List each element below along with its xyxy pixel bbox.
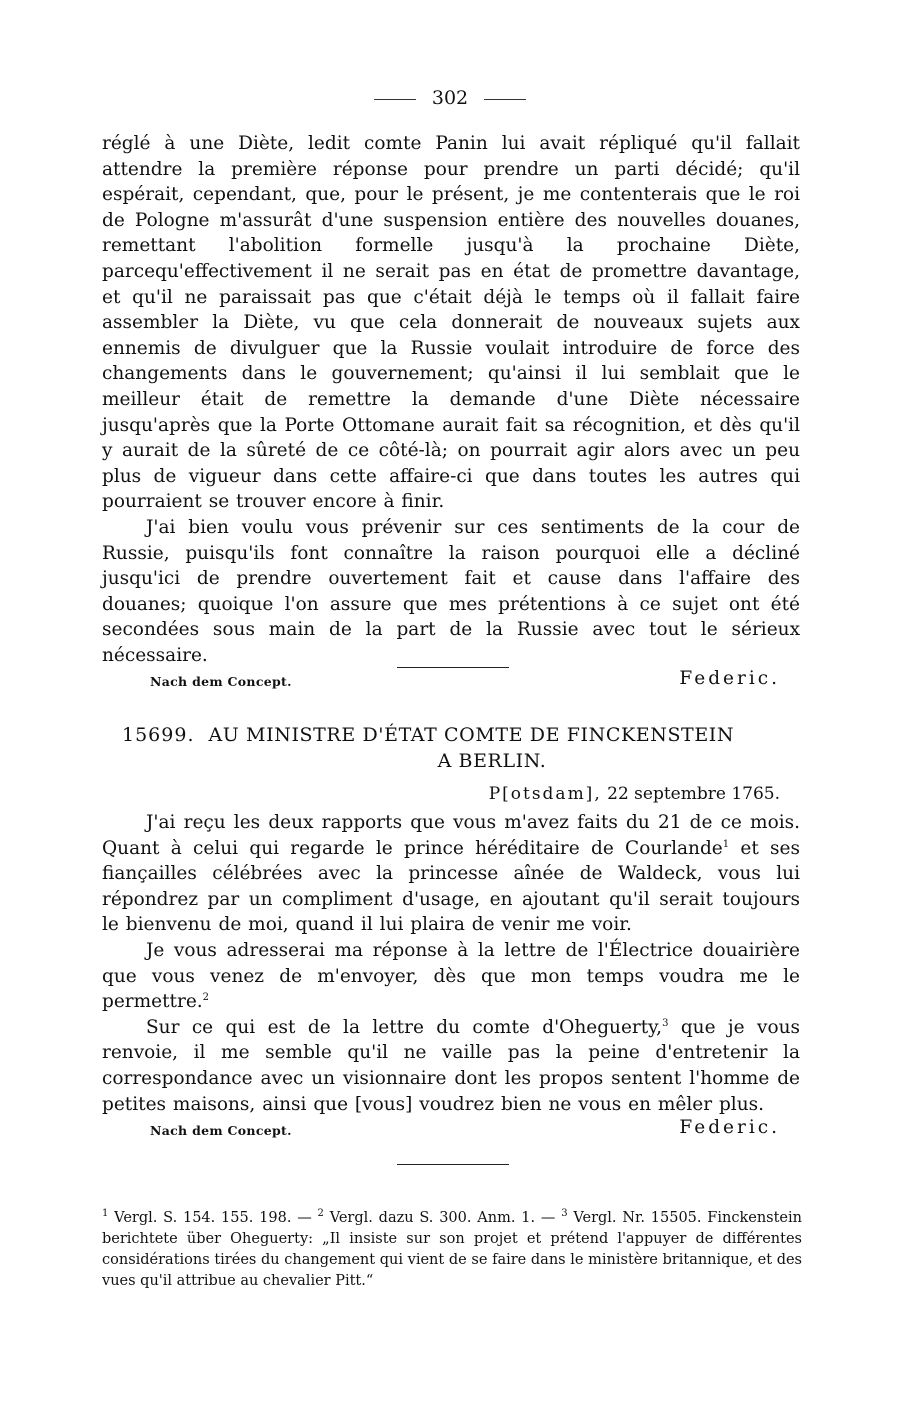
- header-rule-right: [484, 99, 526, 100]
- page-number: 302: [431, 87, 469, 109]
- letter-2-paragraph-3-text-a: Sur ce qui est de la lettre du comte d'Oheguerty,: [146, 1016, 663, 1038]
- letter-2-paragraph-1: [102, 810, 800, 938]
- letter-1: [102, 131, 800, 696]
- letter-2-heading: [122, 722, 802, 774]
- letter-1-signature: Federic.: [679, 668, 780, 690]
- letter-date: 22 septembre 1765.: [607, 784, 780, 804]
- header-rule-left: [374, 99, 416, 100]
- letter-2-paragraph-3-text-b: que je vous renvoie, il me semble qu'il ne vaille pas la peine d'entretenir la correspondance avec un visionnaire dont les propos sentent l'homme de petites maisons, ainsi que [vous] voudrez bien ne vous en mêler plus.: [102, 1016, 800, 1115]
- separator-rule-1: [397, 667, 509, 668]
- letter-1-source-note: Nach dem Concept.: [150, 674, 292, 690]
- page-header: [0, 86, 900, 110]
- letter-2-paragraph-2-text: Je vous adresserai ma réponse à la lettre de l'Électrice douairière que vous venez de m'envoyer, dès que mon temps voudra me le permettre.: [102, 939, 800, 1013]
- footnote-ref-2: 2: [202, 992, 210, 1003]
- letter-2-paragraph-2: [102, 938, 800, 1015]
- letter-destination: A BERLIN.: [437, 750, 547, 772]
- footnote-ref-1: 1: [722, 838, 730, 850]
- letter-title: AU MINISTRE D'ÉTAT COMTE DE FINCKENSTEIN: [208, 724, 735, 746]
- footnote-1: Vergl. S. 154. 155. 198. —: [108, 1210, 318, 1226]
- letter-1-closing: [102, 668, 800, 696]
- footnote-mark-1: 1: [102, 1208, 109, 1220]
- letter-2-source-note: Nach dem Concept.: [150, 1123, 292, 1139]
- letter-2-signature: Federic.: [679, 1117, 780, 1139]
- letter-number: 15699.: [122, 724, 195, 746]
- letter-2-paragraph-1-text-a: J'ai reçu les deux rapports que vous m'avez faits du 21 de ce mois. Quant à celui qui regarde le prince héréditaire de Courlande: [102, 812, 800, 859]
- footnote-3: Vergl. Nr. 15505. Finckenstein berichtete über Oheguerty: „Il insiste sur son projet et prétend l'appuyer de différentes considérations tirées du changement qui vient de se faire dans le ministère britannique, et des vues qu'il attribue au chevalier Pitt.“: [102, 1210, 802, 1289]
- footnote-mark-3: 3: [561, 1208, 568, 1220]
- letter-place: P[otsdam],: [488, 784, 602, 804]
- letter-2-paragraph-1-text-b: et ses fiançailles célébrées avec la princesse aînée de Waldeck, vous lui répondrez par un compliment d'usage, en ajoutant qu'il serait toujours le bienvenu de moi, quand il lui plaira de venir me voir.: [102, 837, 800, 936]
- letter-2-closing: [102, 1117, 800, 1145]
- footnote-mark-2: 2: [317, 1208, 324, 1220]
- footnotes-text: [102, 1208, 802, 1292]
- footnotes: [102, 1208, 802, 1292]
- footnote-ref-3: 3: [662, 1017, 669, 1029]
- letter-2-dateline: [489, 783, 780, 805]
- letter-2: [102, 810, 800, 1145]
- letter-1-continuation: réglé à une Diète, ledit comte Panin lui avait répliqué qu'il fallait attendre la première réponse pour prendre un parti décidé; qu'il espérait, cependant, que, pour le présent, je me contenterais que le roi de Pologne m'assurât d'une suspension entière des nouvelles douanes, remettant l'abolition formelle jusqu'à la prochaine Diète, parcequ'effectivement il ne serait pas en état de promettre davantage, et qu'il ne paraissait pas que c'était déjà le temps où il fallait faire assembler la Diète, vu que cela donnerait de nouveaux sujets aux ennemis de divulguer que la Russie voulait introduire de force des changements dans le gouvernement; qu'ainsi il lui semblait que le meilleur était de remettre la demande d'une Diète nécessaire jusqu'après que la Porte Ottomane aurait fait sa récognition, et dès qu'il y aurait de la sûreté de ce côté-là; on pourrait agir alors avec un peu plus de vigueur dans cette affaire-ci que dans toutes les autres qui pourraient se trouver encore à finir.: [102, 133, 800, 513]
- separator-rule-2: [397, 1164, 509, 1165]
- letter-2-paragraph-3: [102, 1015, 800, 1117]
- footnote-2: Vergl. dazu S. 300. Anm. 1. —: [323, 1210, 562, 1226]
- letter-1-paragraph-2: J'ai bien voulu vous prévenir sur ces sentiments de la cour de Russie, puisqu'ils font connaître la raison pourquoi elle a décliné jusqu'ici de prendre ouvertement fait et cause dans l'affaire des douanes; quoique l'on assure que mes prétentions à ce sujet ont été secondées sous main de la part de la Russie avec tout le sérieux nécessaire.: [102, 516, 800, 666]
